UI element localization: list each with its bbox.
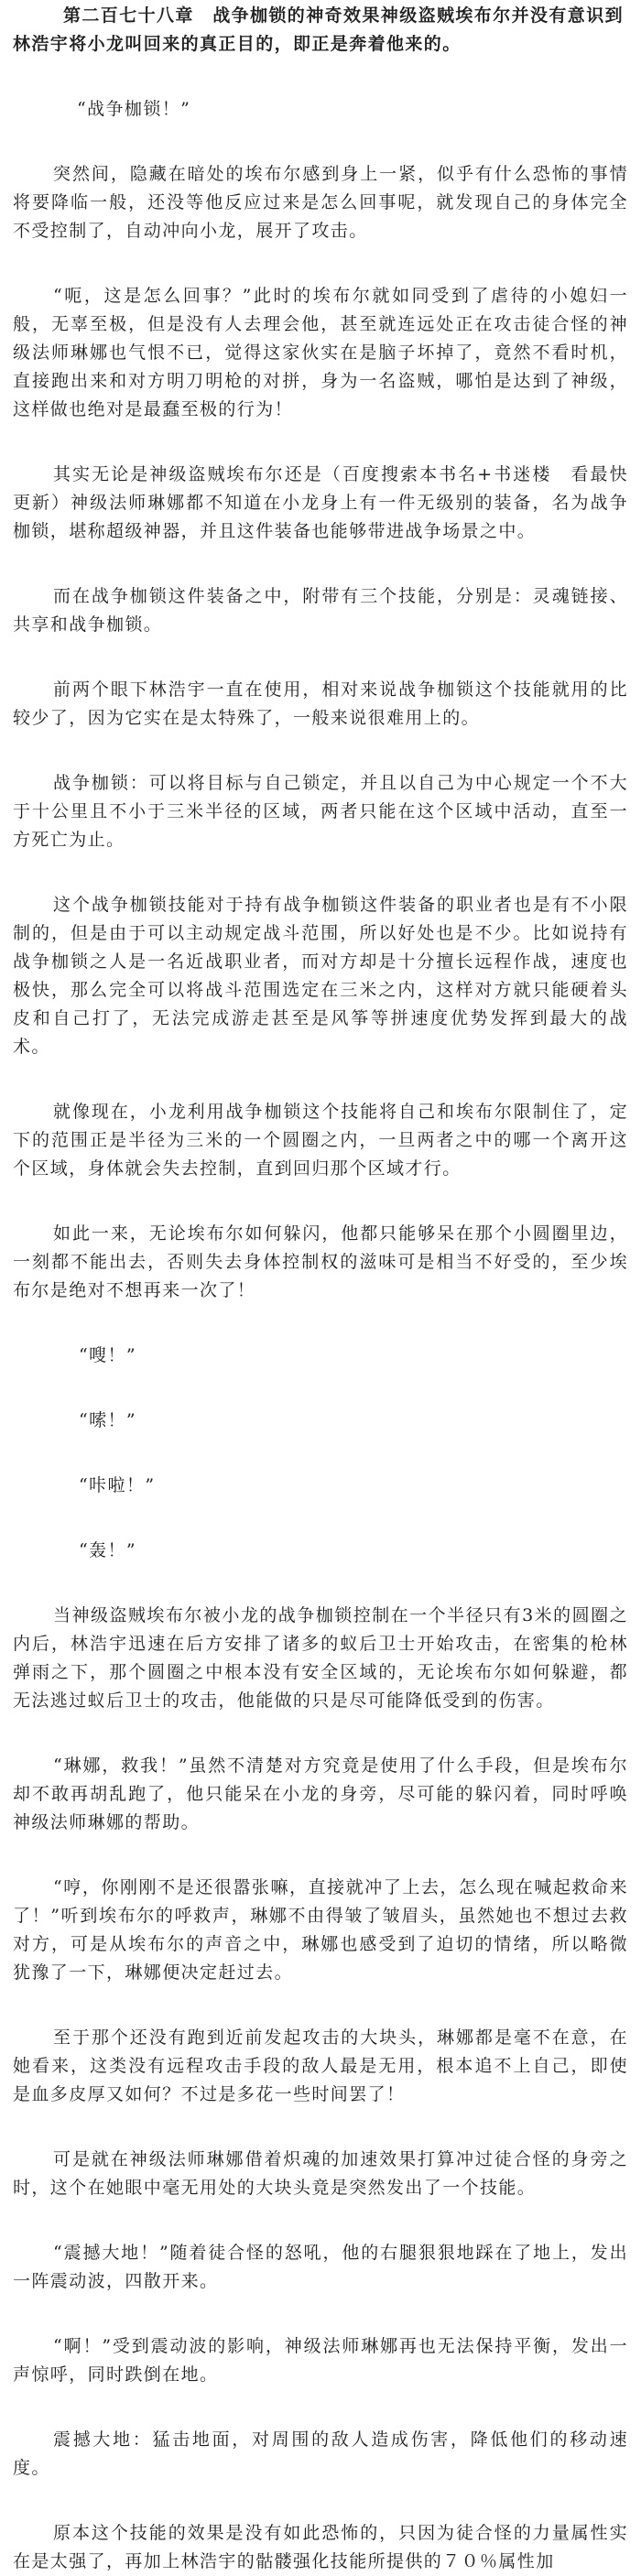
- paragraph: 就像现在，小龙利用战争枷锁这个技能将自己和埃布尔限制住了，定下的范围正是半径为三米的一个圆圈之内，一旦两者之中的哪一个离开这个区域，身体就会失去控制，直到回归那个区域才行。: [13, 1102, 628, 1179]
- paragraph: 这个战争枷锁技能对于持有战争枷锁这件装备的职业者也是有不小限制的，但是由于可以主动规定战斗范围，所以好处也是不少。比如说持有战争枷锁之人是一名近战职业者，而对方却是十分擅长远程作战，速度也极快，那么完全可以将战斗范围选定在三米之内，这样对方就只能硬着头皮和自己打了，无法完成游走甚至是风筝等拼速度优势发挥到最大的战术。: [13, 895, 628, 1057]
- paragraph: 如此一来，无论埃布尔如何躲闪，他都只能够呆在那个小圆圈里边，一刻都不能出去，否则失去身体控制权的滋味可是相当不好受的，至少埃布尔是绝对不想再来一次了！: [13, 1223, 628, 1300]
- paragraph: 前两个眼下林浩宇一直在使用，相对来说战争枷锁这个技能就用的比较少了，因为它实在是太特殊了，一般来说很难用上的。: [13, 679, 628, 728]
- sound-effect: “嗦！”: [79, 1410, 137, 1430]
- sound-effect: “咔啦！”: [79, 1475, 156, 1495]
- paragraph: “哼，你刚刚不是还很嚣张嘛，直接就冲了上去，怎么现在喊起救命来了！”听到埃布尔的呼救声，琳娜不由得皱了皱眉头，虽然她也不想过去救对方，可是从埃布尔的声音之中，琳娜也感受到了迫切的情绪，所以略微犹豫了一下，琳娜便决定赶过去。: [13, 1877, 628, 1983]
- paragraph: 战争枷锁：可以将目标与自己锁定，并且以自己为中心规定一个不大于十公里且不小于三米半径的区域，两者只能在这个区域中活动，直至一方死亡为止。: [13, 773, 628, 850]
- paragraph: 其实无论是神级盗贼埃布尔还是（百度搜索本书名+书迷楼 看最快更新）神级法师琳娜都不知道在小龙身上有一件无级别的装备，名为战争枷锁，堪称超级神器，并且这件装备也能够带进战争场景之中。: [13, 464, 628, 541]
- paragraph: 突然间，隐藏在暗处的埃布尔感到身上一紧，似乎有什么恐怖的事情将要降临一般，还没等他反应过来是怎么回事呢，就发现自己的身体完全不受控制了，自动冲向小龙，展开了攻击。: [13, 164, 628, 241]
- sound-effect: “轰！”: [79, 1540, 137, 1560]
- paragraph: 可是就在神级法师琳娜借着炽魂的加速效果打算冲过徒合怪的身旁之时，这个在她眼中毫无用处的大块头竟是突然发出了一个技能。: [13, 2149, 628, 2198]
- sound-effect: “嗖！”: [79, 1345, 137, 1365]
- paragraph: 至于那个还没有跑到近前发起攻击的大块头，琳娜都是毫不在意，在她看来，这类没有远程攻击手段的敌人最是无用，根本追不上自己，即使是血多皮厚又如何？不过是多花一些时间罢了！: [13, 2027, 628, 2104]
- paragraph: “啊！”受到震动波的影响，神级法师琳娜再也无法保持平衡，发出一声惊呼，同时跌倒在地。: [13, 2336, 628, 2385]
- paragraph: “呃，这是怎么回事？”此时的埃布尔就如同受到了虐待的小媳妇一般，无辜至极，但是没有人去理会他，甚至就连远处正在攻击徒合怪的神级法师琳娜也气恨不已，觉得这家伙实在是脑子坏掉了，竟然不看时机，直接跑出来和对方明刀明枪的对拼，身为一名盗贼，哪怕是达到了神级，这样做也绝对是最蠢至极的行为！: [13, 286, 628, 419]
- paragraph: 当神级盗贼埃布尔被小龙的战争枷锁控制在一个半径只有3米的圆圈之内后，林浩宇迅速在后方安排了诸多的蚁后卫士开始攻击，在密集的枪林弹雨之下，那个圆圈之中根本没有安全区域的，无论埃布尔如何躲避，都无法逃过蚁后卫士的攻击，他能做的只是尽可能降低受到的伤害。: [13, 1605, 628, 1711]
- skill-shout: “战争枷锁！”: [77, 99, 191, 119]
- paragraph: 而在战争枷锁这件装备之中，附带有三个技能，分别是：灵魂链接、共享和战争枷锁。: [13, 586, 628, 635]
- paragraph: “琳娜，救我！”虽然不清楚对方究竟是使用了什么手段，但是埃布尔却不敢再胡乱跑了，他只能呆在小龙的身旁，尽可能的躲闪着，同时呼唤神级法师琳娜的帮助。: [13, 1755, 628, 1832]
- paragraph: 震撼大地：猛击地面，对周围的敌人造成伤害，降低他们的移动速度。: [13, 2429, 628, 2478]
- paragraph: 原本这个技能的效果是没有如此恐怖的，只因为徒合怪的力量属性实在是太强了，再加上林浩宇的骷髅强化技能所提供的７０％属性加: [13, 2523, 628, 2571]
- paragraph: “震撼大地！”随着徒合怪的怒吼，他的右腿狠狠地踩在了地上，发出一阵震动波，四散开来。: [13, 2243, 628, 2291]
- chapter-title: 第二百七十八章 战争枷锁的神奇效果神级盗贼埃布尔并没有意识到林浩宇将小龙叫回来的真正目的，即正是奔着他来的。: [13, 5, 625, 54]
